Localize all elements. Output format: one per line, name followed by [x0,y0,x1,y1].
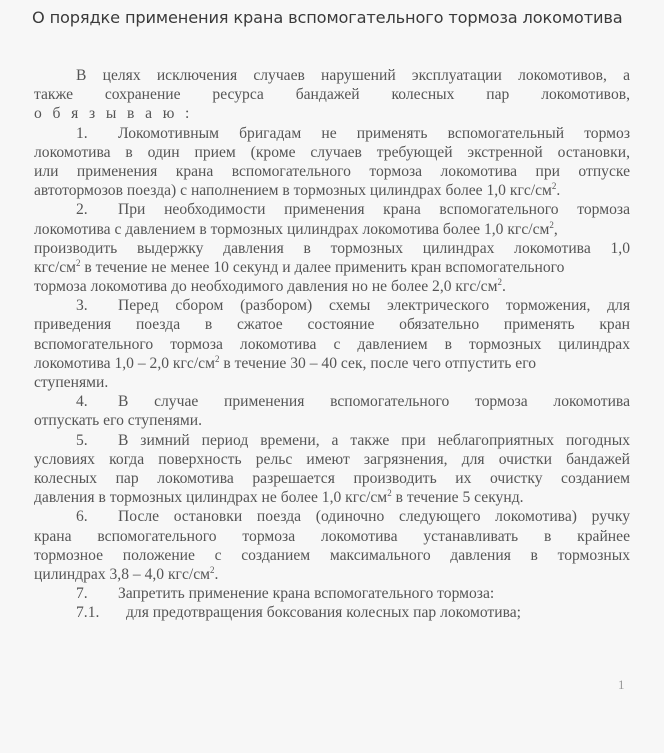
item-text: автотормозов поезда) с наполнением в тормозных цилиндрах более 1,0 кгс/см [34,182,552,200]
item-number: 6. [76,508,88,526]
item-text: давления в тормозных цилиндрах не более 1,0 кгс/см [34,489,388,507]
item-text: локомотива с давлением в тормозных цилиндрах локомотива более 1,0 кгс/см [34,220,550,238]
item-text: или применения крана вспомогательного тормоза локомотива при отпуске [34,162,630,180]
item-2: 2. При необходимости применения крана вспомогательного тормоза локомотива с давлением в тормозных цилиндрах локомотива более 1,0 кгс/$см^2$, производить выдержку давления в тормозных цилиндрах локомотива 1,0 кгс/$см^2$ в течение не менее 10 секунд и далее применить кран вспомогательного тормоза локомотива до необходимого давления но не более 2,0 кгс/$см^2$. [34,201,630,296]
item-text: кгс/см [34,258,77,276]
item-3 [34,296,630,392]
item-text: в течение 5 секунд. [395,489,524,507]
item-text: в течение не менее 10 секунд и далее применить кран вспомогательного [84,258,565,276]
item-text: После остановки поезда (одиночно следующего локомотива) ручку [118,508,630,526]
item-text: для предотвращения боксования колесных пар локомотива; [126,604,521,622]
item-1: 1. Локомотивным бригадам не применять вспомогательный тормоз локомотива в один прием (кроме случаев требующей экстренной остановки, или применения крана вспомогательного тормоза локомотива при отпуске автотормозов поезда) с наполнением в тормозных цилиндрах более 1,0 кгс/$см^2$. [34,124,630,200]
superscript: 2 [214,353,220,364]
item-number: 7. [76,585,88,603]
item-5 [34,431,630,508]
superscript: 2 [210,564,215,575]
item-number: 7.1. [76,604,100,622]
item-text: приведения поезда в сжатое состояние обязательно применять кран [34,316,630,334]
item-text: Запретить применение крана вспомогательного тормоза: [118,585,495,603]
item-text: Локомотивным бригадам не применять вспомогательный тормоз [118,124,630,142]
item-text: тормозное положение с созданием максимального давления в тормозных [34,546,630,564]
item-text: локомотива в один прием (кроме случаев требующей экстренной остановки, [34,143,630,161]
item-number: 4. [76,393,88,411]
intro-line: также сохранение ресурса бандажей колесных пар локомотивов, [34,86,630,104]
item-text: При необходимости применения крана вспомогательного тормоза [118,201,630,219]
item-6: 6. После остановки поезда (одиночно следующего локомотива) ручку крана вспомогательного тормоза локомотива устанавливать в крайнее тормозное положение с созданием максимального давления в тормозных цилиндрах 3,8 – 4,0 кгс/$см^2$. [34,508,630,583]
page-number: 1 [618,677,625,692]
item-text: в течение 30 – 40 сек, после чего отпустить его [223,354,537,372]
document-body [34,66,630,622]
item-4 [34,392,630,430]
item-text: Перед сбором (разбором) схемы электрического торможения, для [118,297,630,315]
item-number: 3. [76,297,88,315]
item-text: ступенями. [34,374,109,391]
item-text: тормоза локомотива до необходимого давления но не более 2,0 кгс/см [34,278,498,296]
item-number: 2. [76,201,88,219]
item-text: В зимний период времени, а также при неблагоприятных погодных [118,431,630,449]
item-text: колесных пар локомотива разрешается производить их очистку созданием [34,469,630,487]
item-text: отпускать его ступенями. [34,412,202,430]
superscript: 2 [387,487,392,498]
superscript: 2 [549,219,554,230]
superscript: 2 [497,276,502,287]
item-text: цилиндрах 3,8 – 4,0 кгс/см [34,565,211,583]
item-7-1 [34,603,630,622]
item-text: вспомогательного тормоза локомотива с давлением в тормозных цилиндрах [34,335,630,353]
item-text: условиях когда поверхность рельс имеют загрязнения, для очистки бандажей [34,450,630,468]
item-number: 5. [76,431,88,449]
superscript: 2 [551,180,557,191]
intro-obligation: о б я з ы в а ю : [34,105,193,123]
item-text: В случае применения вспомогательного тормоза локомотива [118,393,630,411]
item-text: локомотива 1,0 – 2,0 кгс/см [34,354,215,372]
superscript: 2 [76,257,81,268]
item-7 [34,584,630,603]
document-title: О порядке применения крана вспомогательного тормоза локомотива [32,8,623,27]
item-number: 1. [76,124,88,142]
item-text: производить выдержку давления в тормозных цилиндрах локомотива 1,0 [34,239,630,257]
item-text: крана вспомогательного тормоза локомотива устанавливать в крайнее [34,527,630,545]
intro-line: В целях исключения случаев нарушений эксплуатации локомотивов, а [76,67,630,84]
